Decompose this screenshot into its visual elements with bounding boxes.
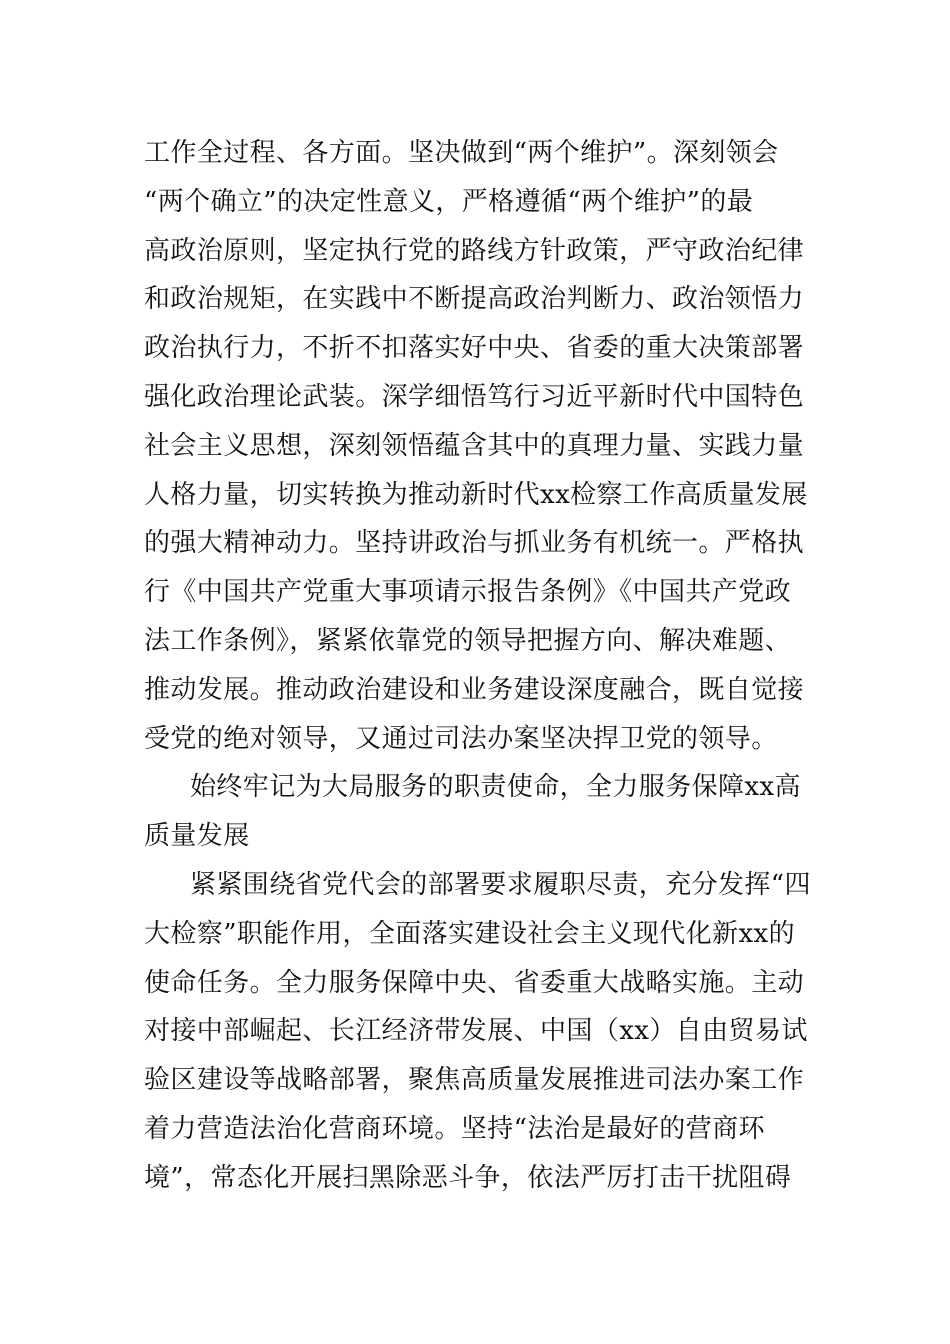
text-line: 和政治规矩，在实践中不断提高政治判断力、政治领悟力 [144,284,805,315]
text-line: 人格力量，切实转换为推动新时代xx检察工作高质量发展 [144,479,808,510]
text-line: 受党的绝对领导，又通过司法办案坚决捍卫党的领导。 [144,723,778,754]
section-heading-line: 质量发展 [144,821,250,852]
body-text [144,129,814,1203]
text-line: 强化政治理论武装。深学细悟笃行习近平新时代中国特色 [144,381,805,412]
text-line: 政治执行力，不折不扣落实好中央、省委的重大决策部署 [144,333,805,364]
text-line: 大检察”职能作用，全面落实建设社会主义现代化新xx的 [144,918,796,949]
section-heading-line: 始终牢记为大局服务的职责使命，全力服务保障xx高 [190,772,801,803]
text-line: 高政治原则，坚定执行党的路线方针政策，严守政治纪律 [144,235,805,266]
text-line: 紧紧围绕省党代会的部署要求履职尽责，充分发挥“四 [190,869,811,900]
text-line: 法工作条例》，紧紧依靠党的领导把握方向、解决难题、 [144,625,792,656]
text-line: 境”，常态化开展扫黑除恶斗争，依法严厉打击干扰阻碍 [144,1162,792,1193]
text-line: 的强大精神动力。坚持讲政治与抓业务有机统一。严格执 [144,528,805,559]
text-line: 推动发展。推动政治建设和业务建设深度融合，既自觉接 [144,674,805,705]
text-line: 使命任务。全力服务保障中央、省委重大战略实施。主动 [144,967,805,998]
text-line: 验区建设等战略部署，聚焦高质量发展推进司法办案工作 [144,1065,805,1096]
text-line: “两个确立”的决定性意义，严格遵循“两个维护”的最 [144,186,754,217]
text-line: 社会主义思想，深刻领悟蕴含其中的真理力量、实践力量 [144,430,805,461]
text-line: 着力营造法治化营商环境。坚持“法治是最好的营商环 [144,1113,765,1144]
text-line: 对接中部崛起、长江经济带发展、中国（xx）自由贸易试 [144,1016,808,1047]
text-line: 工作全过程、各方面。坚决做到“两个维护”。深刻领会 [144,138,779,168]
text-line: 行《中国共产党重大事项请示报告条例》《中国共产党政 [144,577,792,608]
